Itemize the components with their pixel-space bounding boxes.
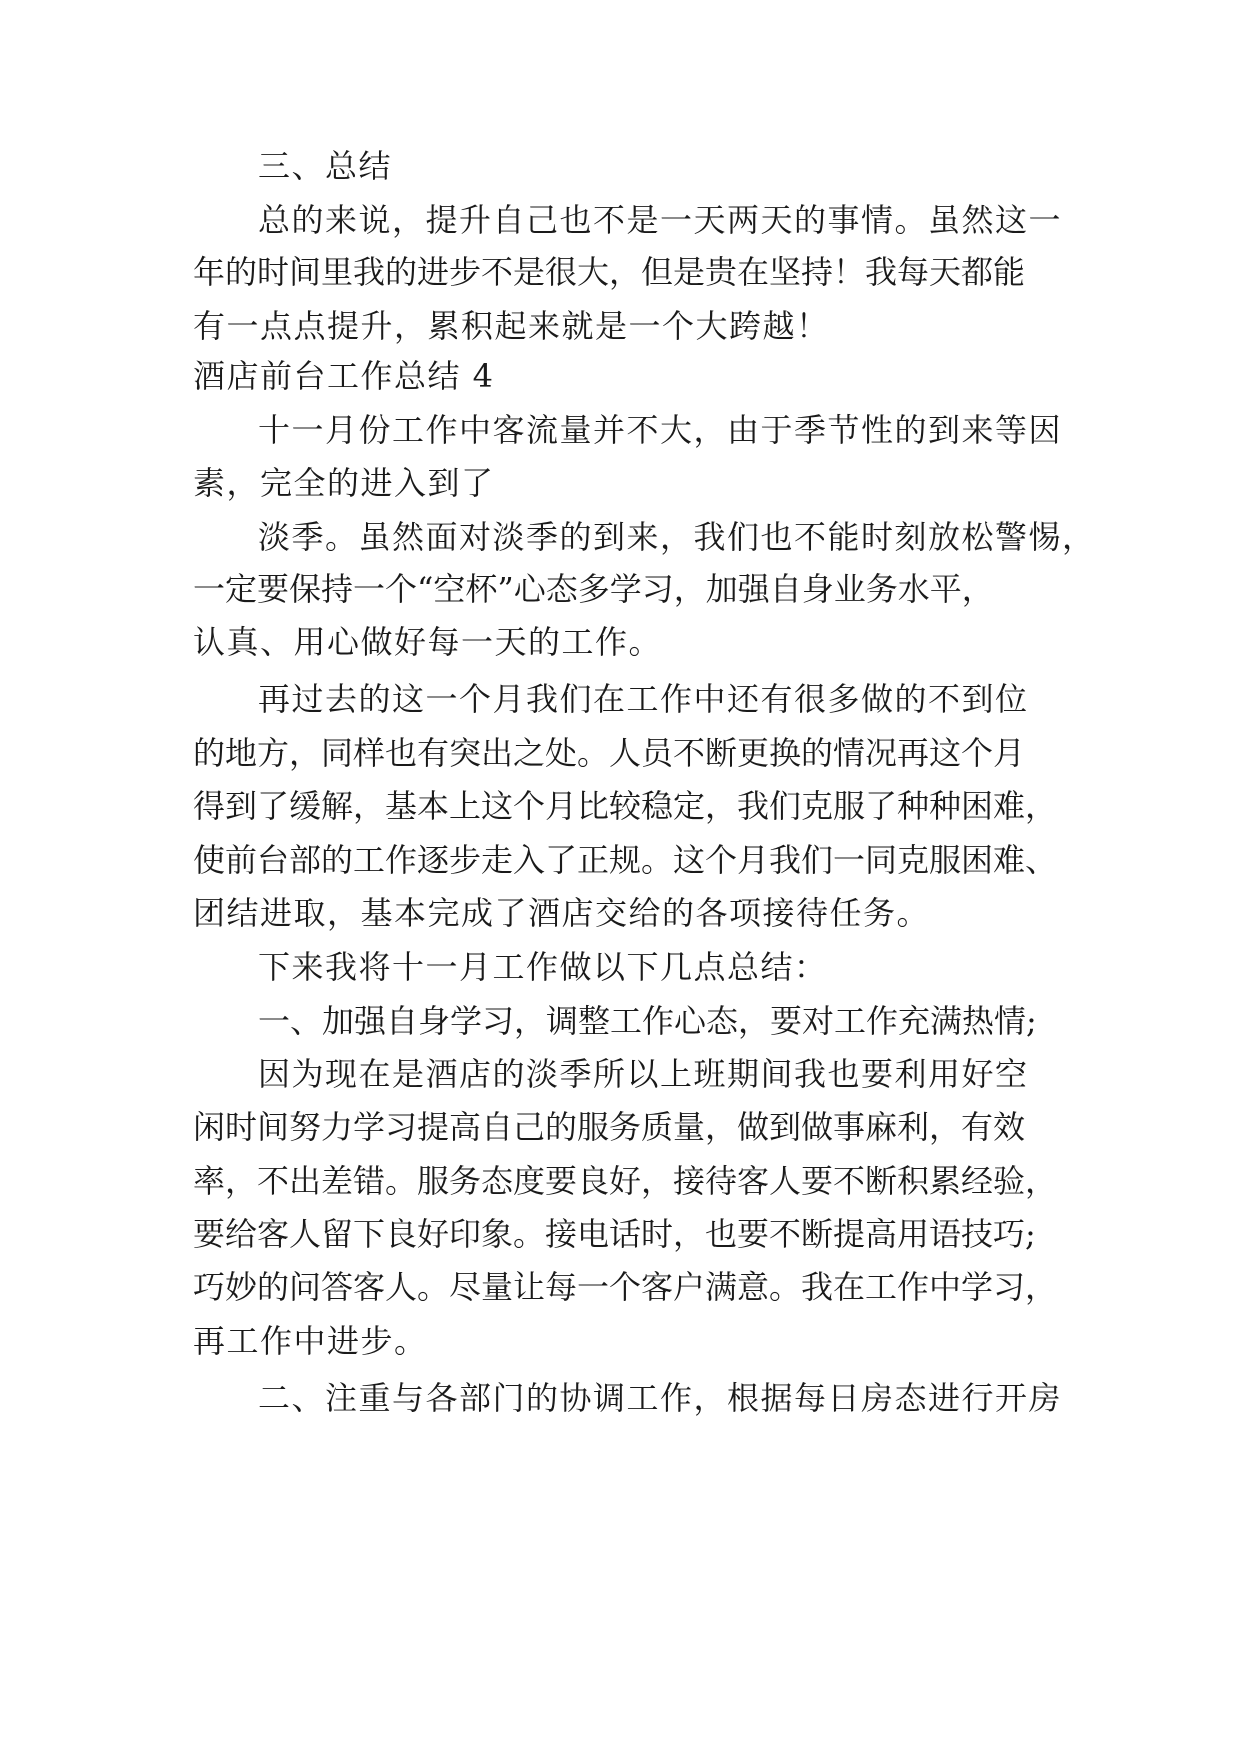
paragraph-line: 再工作中进步。: [193, 1322, 428, 1360]
paragraph-line: 要给客人留下良好印象。接电话时，也要不断提高用语技巧;: [193, 1215, 1036, 1253]
paragraph-line: 有一点点提升，累积起来就是一个大跨越！: [193, 307, 830, 345]
paragraph-line: 因为现在是酒店的淡季所以上班期间我也要利用好空: [258, 1055, 1029, 1093]
document-title: 酒店前台工作总结 4: [193, 357, 495, 395]
paragraph-line: 年的时间里我的进步不是很大，但是贵在坚持！我每天都能: [193, 253, 1026, 291]
paragraph-line: 的地方，同样也有突出之处。人员不断更换的情况再这个月: [193, 734, 1026, 772]
section-heading-summary: 三、总结: [258, 147, 393, 185]
paragraph-line: 使前台部的工作逐步走入了正规。这个月我们一同克服困难、: [193, 841, 1058, 879]
paragraph-line: 一定要保持一个“空杯”心态多学习，加强自身业务水平，: [193, 570, 994, 608]
paragraph-line: 下来我将十一月工作做以下几点总结：: [258, 948, 828, 986]
paragraph-line: 十一月份工作中客流量并不大，由于季节性的到来等因: [258, 411, 1063, 449]
subheading-line: 一、加强自身学习，调整工作心态，要对工作充满热情;: [258, 1002, 1037, 1040]
paragraph-line: 淡季。虽然面对淡季的到来，我们也不能时刻放松警惕，: [258, 518, 1096, 556]
paragraph-line: 认真、用心做好每一天的工作。: [193, 623, 663, 661]
subheading-line: 二、注重与各部门的协调工作，根据每日房态进行开房: [258, 1379, 1063, 1417]
paragraph-line: 率，不出差错。服务态度要良好，接待客人要不断积累经验，: [193, 1162, 1058, 1200]
paragraph-line: 再过去的这一个月我们在工作中还有很多做的不到位: [258, 680, 1029, 718]
paragraph-line: 素，完全的进入到了: [193, 464, 495, 502]
paragraph-line: 闲时间努力学习提高自己的服务质量，做到做事麻利，有效: [193, 1108, 1026, 1146]
paragraph-line: 团结进取，基本完成了酒店交给的各项接待任务。: [193, 894, 931, 932]
paragraph-line: 总的来说，提升自己也不是一天两天的事情。虽然这一: [258, 201, 1063, 239]
paragraph-line: 得到了缓解，基本上这个月比较稳定，我们克服了种种困难，: [193, 787, 1058, 825]
paragraph-line: 巧妙的问答客人。尽量让每一个客户满意。我在工作中学习，: [193, 1268, 1058, 1306]
